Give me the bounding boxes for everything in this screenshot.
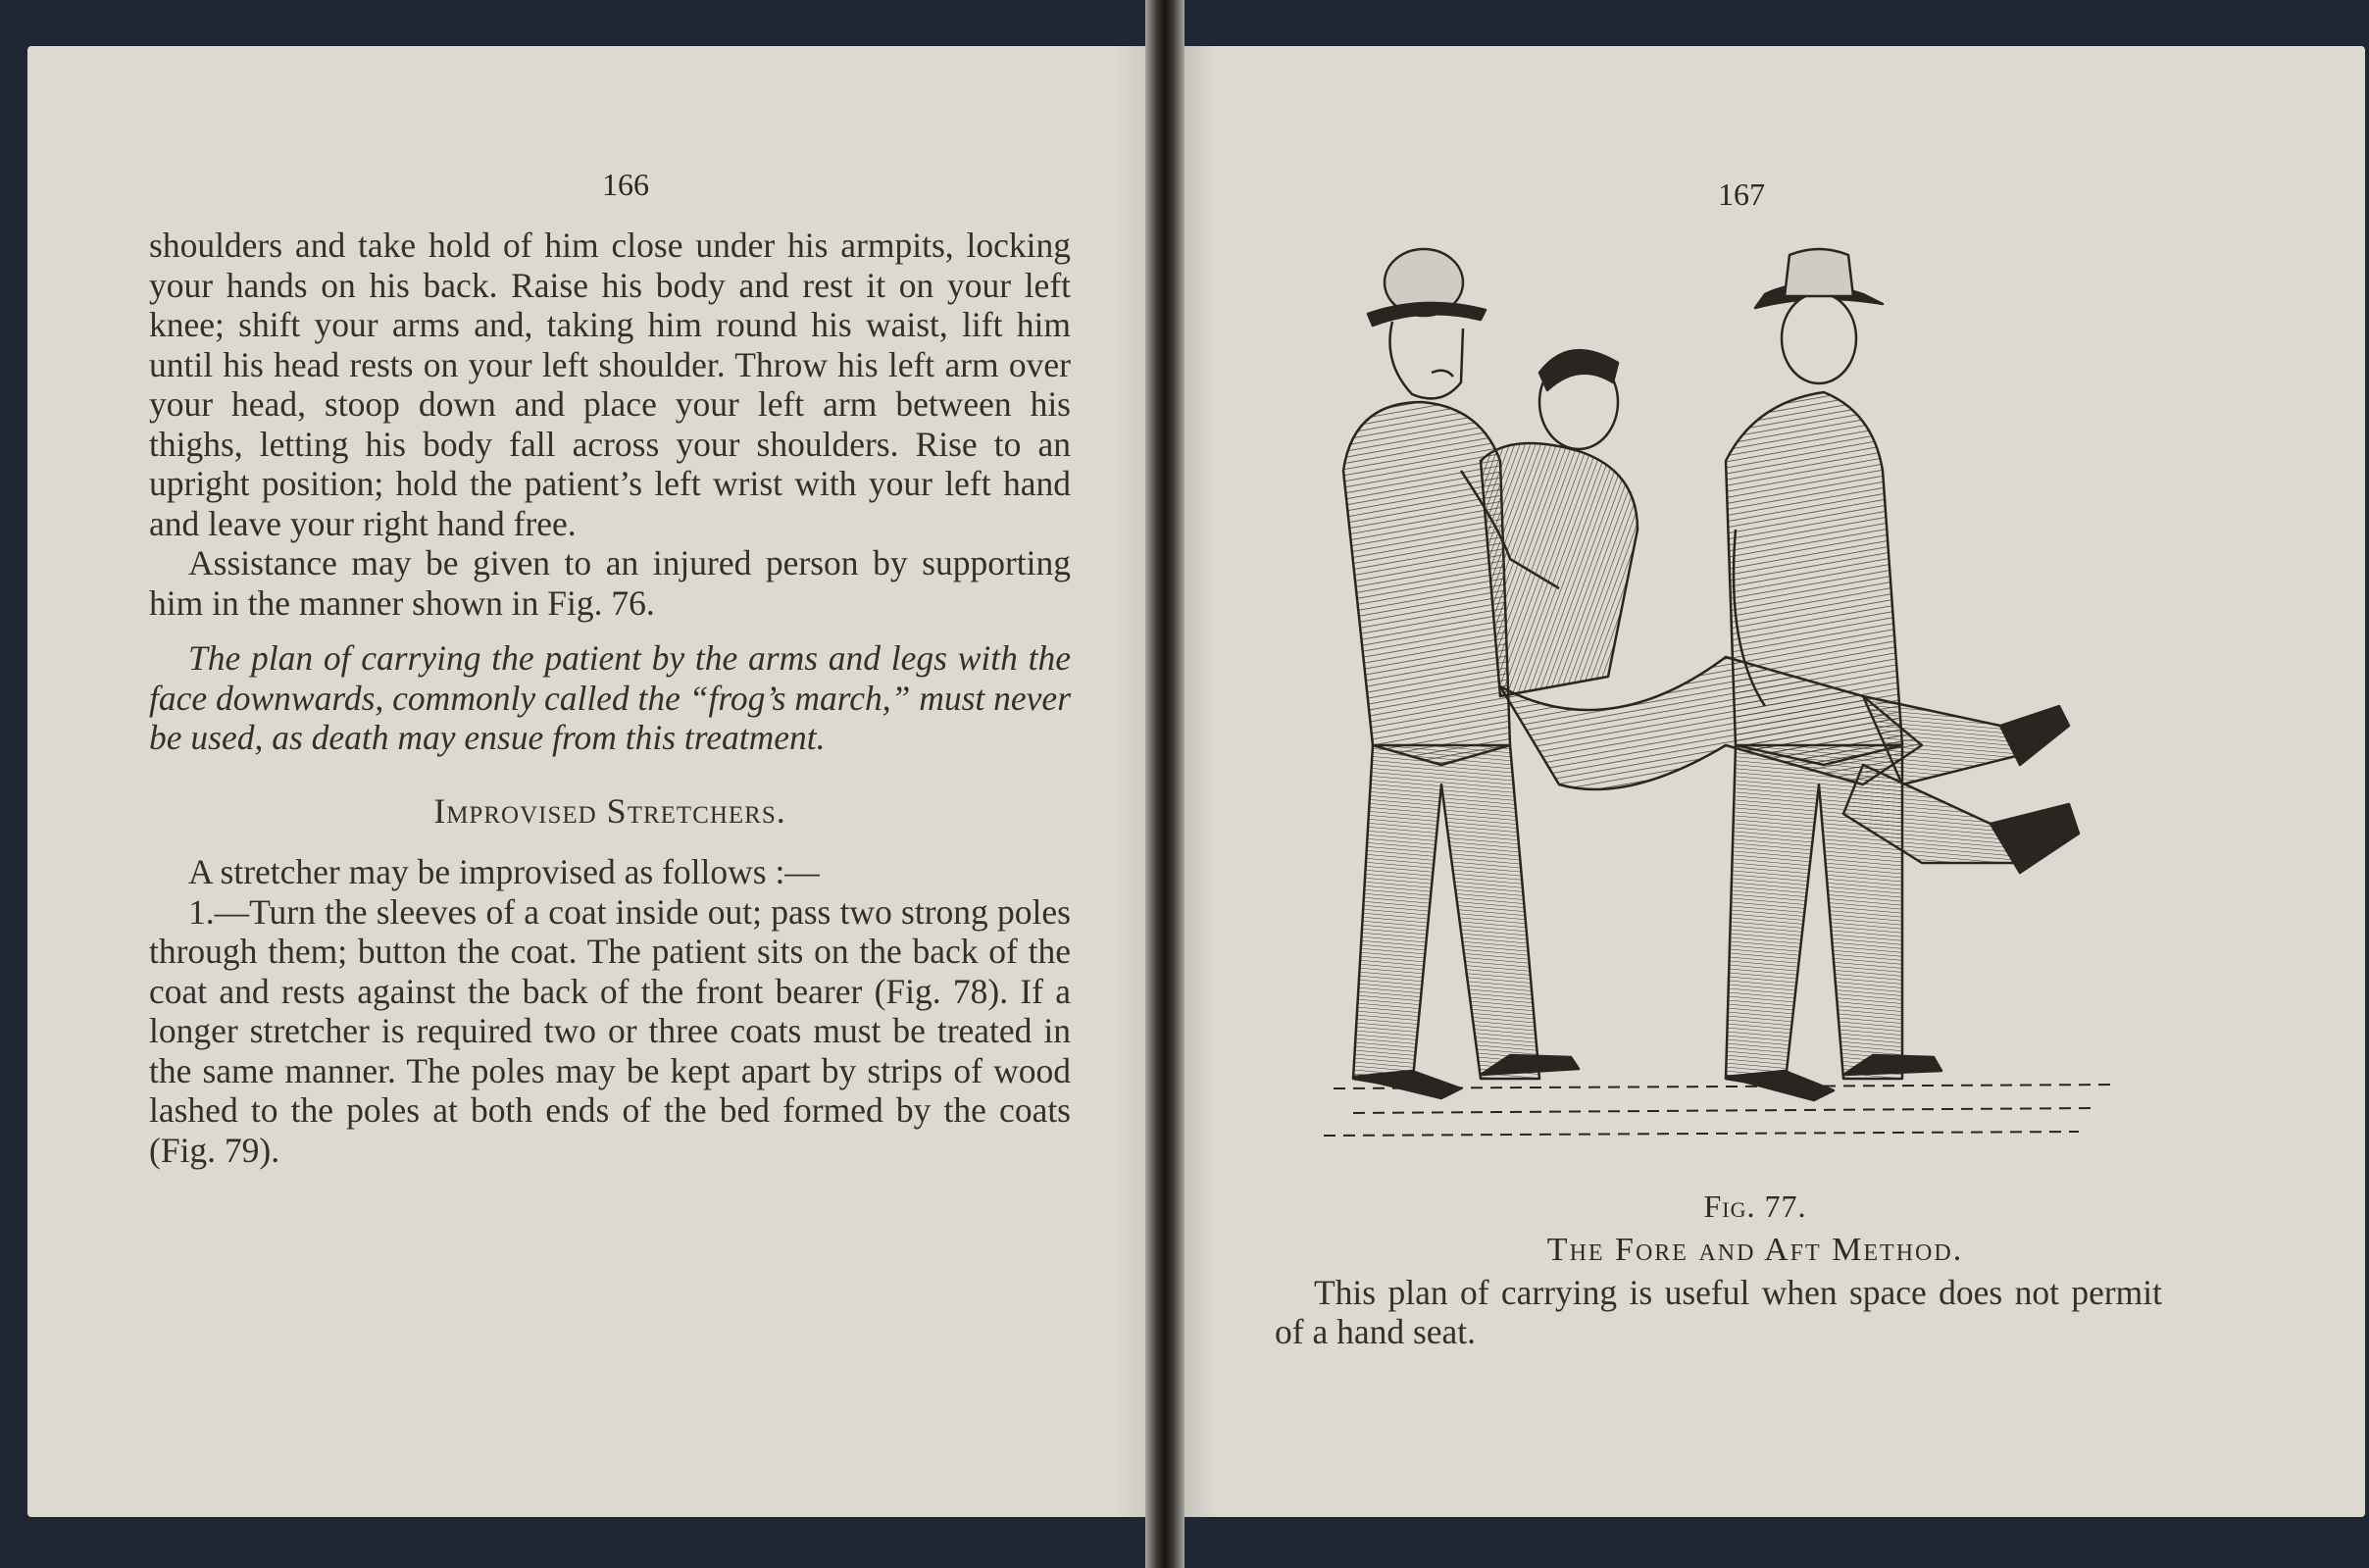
right-page-body [1275, 1273, 2162, 1351]
left-page-number: 166 [602, 167, 649, 202]
paragraph: This plan of carrying is useful when space does not permit of a hand seat. [1275, 1273, 2162, 1351]
right-page-number: 167 [1718, 177, 1765, 212]
paragraph: shoulders and take hold of him close under his armpits, locking your hands on his back. Raise his body and rest it on your left knee; shift your arms and, taking him round his waist, lift him until his head rests on your left shoulder. Throw his left arm over your head, stoop down and place your left arm between his thighs, letting his body fall across your shoulders. Rise to an upright position; hold the patient’s left wrist with your left hand and leave your right hand free. [149, 226, 1071, 543]
book-gutter [1145, 0, 1184, 1568]
front-bearer [1726, 249, 1941, 1100]
paragraph: Assistance may be given to an injured person by supporting him in the manner shown in Fig. 76. [149, 543, 1071, 623]
section-heading: Improvised Stretchers. [433, 790, 786, 831]
left-page-body [149, 226, 1071, 1170]
warning-paragraph: The plan of carrying the patient by the arms and legs with the face downwards, commonly called the “frog’s march,” must never be used, as death may ensue from this treatment. [149, 638, 1072, 757]
paragraph: A stretcher may be improvised as follows :— [188, 852, 820, 891]
fore-and-aft-illustration [1314, 235, 2157, 1177]
figure-title: The Fore and Aft Method. [1546, 1232, 1964, 1268]
figure-label: Fig. 77. [1703, 1189, 1807, 1224]
list-item: 1.—Turn the sleeves of a coat inside out; pass two strong poles through them; button the coat. The patient sits on the back of the coat and rests against the back of the front bearer (Fig. 78). If a longer stretcher is required two or three coats must be treated in the same manner. The poles may be kept apart by strips of wood lashed to the poles at both ends of the bed formed by the coats (Fig. 79). [149, 891, 1071, 1170]
